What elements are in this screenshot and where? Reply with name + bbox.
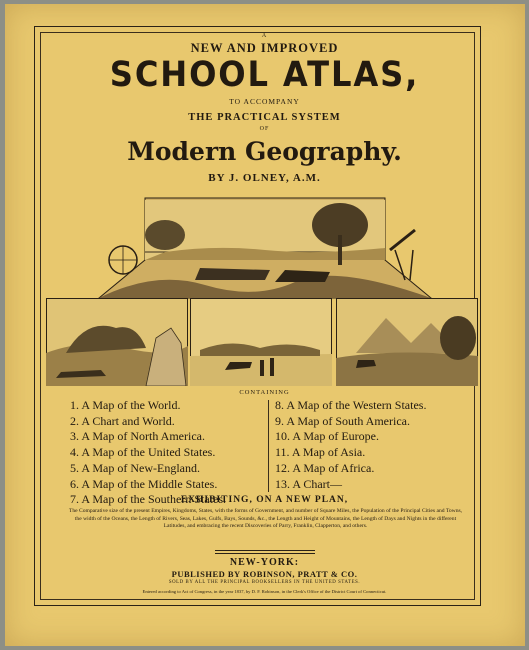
engraving-top-landscape xyxy=(95,190,435,300)
contents-item: 4. A Map of the United States. xyxy=(70,445,216,460)
engraving-bottom-middle xyxy=(190,298,332,386)
contents-left-column xyxy=(70,398,226,508)
contents-item: 9. A Map of South America. xyxy=(275,413,410,428)
contents-item: 11. A Map of Asia. xyxy=(275,445,366,460)
contents-item: 1. A Map of the World. xyxy=(70,398,181,412)
contents-divider xyxy=(268,400,269,492)
containing-label: CONTAINING xyxy=(239,389,290,396)
imprint-city: NEW-YORK: xyxy=(229,557,300,568)
title-school-atlas: SCHOOL ATLAS, xyxy=(109,55,420,95)
contents-item: 6. A Map of the Middle States. xyxy=(70,476,218,491)
contents-item: 5. A Map of New-England. xyxy=(70,460,200,475)
imprint-sold-by: SOLD BY ALL THE PRINCIPAL BOOKSELLERS IN THE UNITED STATES. xyxy=(168,580,361,585)
title-article: A xyxy=(261,33,268,39)
contents-right-column xyxy=(275,398,426,492)
engraving-bottom-right xyxy=(336,298,478,386)
author-line: BY J. OLNEY, A.M. xyxy=(208,172,321,184)
contents-item: 3. A Map of North America. xyxy=(70,429,205,444)
double-rule xyxy=(215,550,315,554)
subtitle-practical-system: THE PRACTICAL SYSTEM xyxy=(188,112,341,123)
copyright-notice: Entered according to Act of Congress, in the year 1837, by D. F. Robinson, in the Clerk's Office of the District Court of Connecticut. xyxy=(142,589,387,594)
subtitle-modern-geography: Modern Geography. xyxy=(127,137,402,166)
contents-item: 7. A Map of the Southern States. xyxy=(70,492,226,507)
subtitle-to-accompany: TO ACCOMPANY xyxy=(229,97,300,106)
contents-item: 13. A Chart— xyxy=(275,476,343,491)
contents-item: 10. A Map of Europe. xyxy=(275,429,379,444)
exhibiting-description: The Comparative size of the present Empires, Kingdoms, States, with the forms of Government, and number of Square Miles, the Population of the Principal Cities and Towns, the width of the Oceans, the Length of Rivers, Seas, Lakes, Gulfs, Bays, Sounds, &c., the Length and Height of Mountains, the Length of Days and Nights in the different Latitudes, and embracing the recent Discoveries of Parry, Franklin, Clapperton, and others. xyxy=(68,508,463,530)
title-new-and-improved: NEW AND IMPROVED xyxy=(190,41,339,55)
contents-item: 12. A Map of Africa. xyxy=(275,460,375,475)
contents-item: 8. A Map of the Western States. xyxy=(275,398,427,412)
engraving-bottom-left xyxy=(46,298,188,386)
subtitle-of: OF xyxy=(259,126,270,132)
imprint-publisher: PUBLISHED BY ROBINSON, PRATT & CO. xyxy=(171,569,358,579)
exhibiting-heading: EXHIBITING, ON A NEW PLAN, xyxy=(180,495,349,505)
contents-item: 2. A Chart and World. xyxy=(70,413,175,428)
